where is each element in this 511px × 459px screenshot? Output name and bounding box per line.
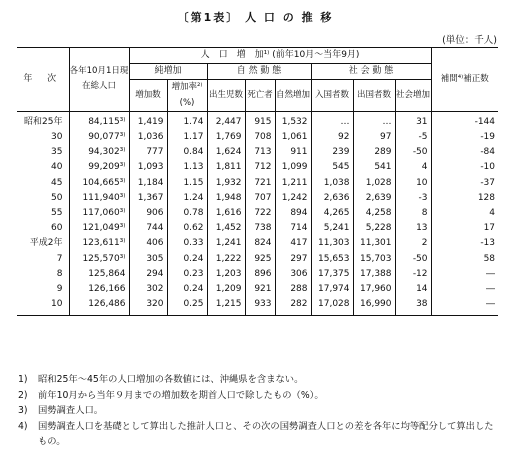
cell-entrants: 5,241	[311, 221, 353, 236]
cell-adjustment: 58	[431, 252, 498, 267]
cell-population: 99,209³⁾	[69, 160, 129, 175]
cell-adjustment: -37	[431, 176, 498, 191]
cell-deaths: 708	[245, 130, 275, 145]
cell-population: 90,077³⁾	[69, 130, 129, 145]
footnote	[18, 372, 498, 388]
cell-deaths: 824	[245, 236, 275, 251]
cell-entrants: 11,303	[311, 236, 353, 251]
cell-deaths: 915	[245, 111, 275, 130]
cell-social-increase: -3	[395, 191, 431, 206]
cell-departures: 2,639	[353, 191, 395, 206]
cell-natural-increase: 1,061	[275, 130, 311, 145]
header-departures: 出国者数	[353, 80, 395, 111]
footnote	[18, 419, 498, 450]
cell-year: 50	[51, 192, 63, 203]
cell-social-increase: -50	[395, 252, 431, 267]
cell-entrants: 17,375	[311, 267, 353, 282]
cell-year: 40	[51, 162, 63, 173]
table-row	[17, 267, 498, 282]
cell-natural-increase: 297	[275, 252, 311, 267]
table-row	[17, 206, 498, 221]
cell-births: 1,222	[207, 252, 245, 267]
header-natural-increase: 自然増加	[275, 80, 311, 111]
cell-entrants: 17,974	[311, 282, 353, 297]
cell-social-increase: 8	[395, 206, 431, 221]
table-row	[17, 160, 498, 175]
cell-population: 125,570³⁾	[69, 252, 129, 267]
header-deaths: 死亡者	[245, 80, 275, 111]
cell-social-increase: 10	[395, 176, 431, 191]
header-entrants: 入国者数	[311, 80, 353, 111]
cell-natural-increase: 1,211	[275, 176, 311, 191]
cell-departures: 289	[353, 145, 395, 160]
footnote-number: 4)	[18, 420, 28, 432]
cell-natural-increase: 1,242	[275, 191, 311, 206]
cell-entrants: 1,038	[311, 176, 353, 191]
footnote-number: 2)	[18, 389, 28, 401]
footnote-number: 1)	[18, 374, 28, 385]
cell-deaths: 896	[245, 267, 275, 282]
table-row	[17, 282, 498, 297]
cell-year: 55	[51, 208, 63, 219]
cell-increase-rate: 0.33	[167, 236, 207, 251]
cell-adjustment: 128	[431, 191, 498, 206]
table-row	[17, 221, 498, 236]
footnote-text: 前年10月から当年９月までの増加数を期首人口で除したもの（%）。	[38, 389, 324, 401]
cell-deaths: 925	[245, 252, 275, 267]
header-natural-change: 自 然 動 態	[207, 64, 311, 80]
table-row	[17, 111, 498, 130]
cell-natural-increase: 911	[275, 145, 311, 160]
cell-births: 1,215	[207, 297, 245, 316]
cell-year: 45	[51, 177, 63, 188]
cell-population: 111,940³⁾	[69, 191, 129, 206]
cell-natural-increase: 282	[275, 297, 311, 316]
cell-departures: 17,388	[353, 267, 395, 282]
footnotes	[18, 372, 498, 450]
cell-births: 1,241	[207, 236, 245, 251]
cell-year: 平成2年	[29, 238, 63, 249]
table-row	[17, 130, 498, 145]
table-row	[17, 145, 498, 160]
cell-adjustment: ―	[431, 267, 498, 282]
cell-increase-rate: 0.62	[167, 221, 207, 236]
cell-social-increase: 38	[395, 297, 431, 316]
cell-population: 123,611³⁾	[69, 236, 129, 251]
cell-increase-count: 777	[129, 145, 167, 160]
header-population-change: 人 口 増 加¹⁾ (前年10月～当年9月)	[129, 48, 431, 64]
cell-deaths: 738	[245, 221, 275, 236]
header-social-change: 社 会 動 態	[311, 64, 431, 80]
cell-entrants: 15,653	[311, 252, 353, 267]
cell-social-increase: 14	[395, 282, 431, 297]
cell-population: 84,115³⁾	[69, 111, 129, 130]
header-social-increase: 社会増加	[395, 80, 431, 111]
cell-population: 121,049³⁾	[69, 221, 129, 236]
cell-increase-rate: 1.17	[167, 130, 207, 145]
cell-year: 昭和25年	[17, 111, 69, 130]
cell-increase-rate: 0.25	[167, 297, 207, 316]
cell-births: 1,616	[207, 206, 245, 221]
cell-increase-count: 1,036	[129, 130, 167, 145]
cell-adjustment: -84	[431, 145, 498, 160]
cell-increase-rate: 0.24	[167, 252, 207, 267]
header-increase-count: 増加数	[129, 80, 167, 111]
cell-year: 60	[51, 223, 63, 234]
cell-departures: 97	[353, 130, 395, 145]
cell-increase-count: 1,367	[129, 191, 167, 206]
cell-natural-increase: 417	[275, 236, 311, 251]
cell-births: 1,811	[207, 160, 245, 175]
cell-entrants: 2,636	[311, 191, 353, 206]
footnote-text: 国勢調査人口。	[38, 405, 104, 416]
footnote-text: 国勢調査人口を基礎として算出した推計人口と、その次の国勢調査人口との差を各年に均等配分して算出したもの。	[38, 420, 494, 447]
cell-deaths: 712	[245, 160, 275, 175]
cell-departures: 5,228	[353, 221, 395, 236]
cell-increase-rate: 1.24	[167, 191, 207, 206]
cell-adjustment: 4	[431, 206, 498, 221]
cell-births: 1,932	[207, 176, 245, 191]
cell-births: 2,447	[207, 111, 245, 130]
cell-deaths: 921	[245, 282, 275, 297]
cell-year: 7	[56, 253, 63, 264]
header-births: 出生児数	[207, 80, 245, 111]
cell-natural-increase: 714	[275, 221, 311, 236]
cell-social-increase: 31	[395, 111, 431, 130]
cell-births: 1,769	[207, 130, 245, 145]
cell-births: 1,203	[207, 267, 245, 282]
table-row	[17, 176, 498, 191]
population-table	[17, 47, 498, 316]
cell-births: 1,209	[207, 282, 245, 297]
cell-deaths: 721	[245, 176, 275, 191]
cell-increase-count: 1,184	[129, 176, 167, 191]
cell-population: 117,060³⁾	[69, 206, 129, 221]
cell-adjustment: -13	[431, 236, 498, 251]
cell-year: 35	[51, 147, 63, 158]
cell-increase-rate: 0.78	[167, 206, 207, 221]
unit-label: (単位：千人)	[442, 35, 497, 46]
cell-adjustment: -10	[431, 160, 498, 175]
header-net-increase: 純増加	[129, 64, 207, 80]
footnote	[18, 403, 498, 419]
cell-natural-increase: 1,532	[275, 111, 311, 130]
cell-increase-count: 320	[129, 297, 167, 316]
cell-departures: 15,703	[353, 252, 395, 267]
cell-entrants: 545	[311, 160, 353, 175]
cell-increase-count: 302	[129, 282, 167, 297]
cell-year: 9	[56, 284, 63, 295]
cell-deaths: 707	[245, 191, 275, 206]
cell-increase-count: 1,419	[129, 111, 167, 130]
cell-increase-rate: 0.24	[167, 282, 207, 297]
table-row	[17, 252, 498, 267]
cell-population: 125,864	[69, 267, 129, 282]
cell-adjustment: ―	[431, 282, 498, 297]
cell-entrants: 239	[311, 145, 353, 160]
cell-deaths: 933	[245, 297, 275, 316]
cell-entrants: 92	[311, 130, 353, 145]
cell-increase-rate: 0.23	[167, 267, 207, 282]
table-title: 〔第1表〕 人 口 の 推 移	[177, 11, 334, 24]
cell-departures: …	[353, 111, 395, 130]
cell-increase-rate: 1.74	[167, 111, 207, 130]
cell-population: 104,665³⁾	[69, 176, 129, 191]
cell-natural-increase: 894	[275, 206, 311, 221]
cell-population: 94,302³⁾	[69, 145, 129, 160]
cell-departures: 16,990	[353, 297, 395, 316]
cell-increase-count: 906	[129, 206, 167, 221]
cell-social-increase: -12	[395, 267, 431, 282]
cell-increase-count: 305	[129, 252, 167, 267]
cell-adjustment: -19	[431, 130, 498, 145]
cell-departures: 541	[353, 160, 395, 175]
cell-year: 10	[17, 297, 69, 316]
cell-entrants: 17,028	[311, 297, 353, 316]
footnote-number: 3)	[18, 405, 28, 416]
cell-year: 30	[51, 132, 63, 143]
table-row	[17, 297, 498, 316]
cell-departures: 17,960	[353, 282, 395, 297]
cell-entrants: …	[311, 111, 353, 130]
cell-population: 126,486	[69, 297, 129, 316]
cell-births: 1,452	[207, 221, 245, 236]
cell-year: 8	[56, 268, 63, 279]
cell-increase-count: 406	[129, 236, 167, 251]
cell-increase-rate: 1.13	[167, 160, 207, 175]
cell-departures: 1,028	[353, 176, 395, 191]
table-row	[17, 236, 498, 251]
cell-natural-increase: 288	[275, 282, 311, 297]
cell-births: 1,624	[207, 145, 245, 160]
cell-population: 126,166	[69, 282, 129, 297]
header-increase-rate: 増加率²⁾(%)	[167, 80, 207, 111]
footnote	[18, 388, 498, 404]
cell-entrants: 4,265	[311, 206, 353, 221]
cell-adjustment: -144	[431, 111, 498, 130]
cell-social-increase: -50	[395, 145, 431, 160]
cell-increase-count: 1,093	[129, 160, 167, 175]
header-adjustment: 補間⁴⁾補正数	[431, 48, 498, 112]
cell-adjustment: ―	[431, 297, 498, 316]
cell-natural-increase: 1,099	[275, 160, 311, 175]
cell-deaths: 722	[245, 206, 275, 221]
cell-births: 1,948	[207, 191, 245, 206]
footnote-text: 昭和25年～45年の人口増加の各数値には、沖縄県を含まない。	[38, 374, 304, 385]
cell-increase-count: 744	[129, 221, 167, 236]
cell-social-increase: 2	[395, 236, 431, 251]
cell-social-increase: 13	[395, 221, 431, 236]
cell-natural-increase: 306	[275, 267, 311, 282]
cell-departures: 4,258	[353, 206, 395, 221]
cell-deaths: 713	[245, 145, 275, 160]
cell-social-increase: 4	[395, 160, 431, 175]
table-row	[17, 191, 498, 206]
cell-departures: 11,301	[353, 236, 395, 251]
cell-social-increase: -5	[395, 130, 431, 145]
header-year: 年 次	[17, 48, 69, 112]
cell-adjustment: 17	[431, 221, 498, 236]
cell-increase-rate: 1.15	[167, 176, 207, 191]
cell-increase-rate: 0.84	[167, 145, 207, 160]
cell-increase-count: 294	[129, 267, 167, 282]
header-population: 各年10月1日現在総人口	[69, 48, 129, 112]
